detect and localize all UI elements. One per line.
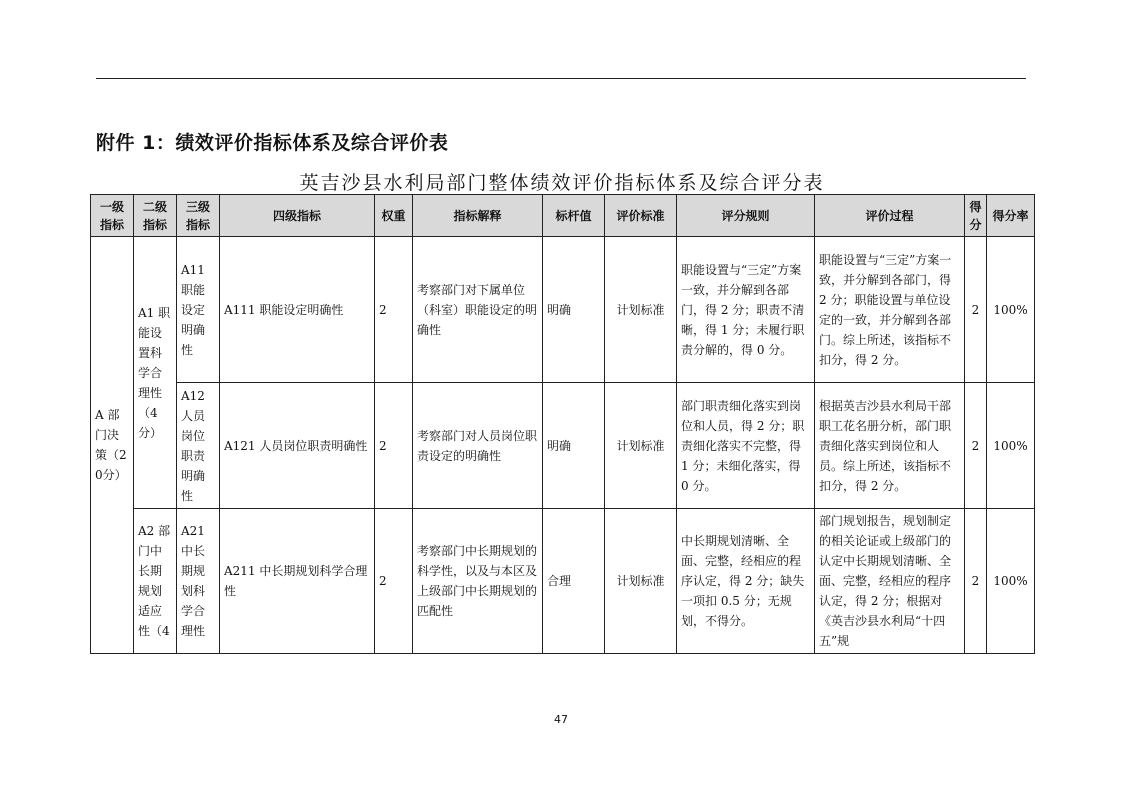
explanation-cell: 考察部门对下属单位（科室）职能设定的明确性	[413, 237, 543, 383]
col-header-rate: 得分率	[987, 195, 1035, 237]
level1-cell: A 部门决策（20分）	[91, 237, 134, 654]
rules-cell: 中长期规划清晰、全面、完整，经相应的程序认定，得 2 分；缺失一项扣 0.5 分；无规划，不得分。	[677, 509, 815, 654]
level3-cell: A12 人员岗位职责明确性	[177, 383, 220, 509]
col-header-level1: 一级指标	[91, 195, 134, 237]
level4-cell: A121 人员岗位职责明确性	[220, 383, 375, 509]
benchmark-cell: 合理	[543, 509, 605, 654]
col-header-explanation: 指标解释	[413, 195, 543, 237]
col-header-process: 评价过程	[815, 195, 965, 237]
standard-cell: 计划标准	[605, 383, 677, 509]
annex-title: 附件 1：绩效评价指标体系及综合评价表	[96, 132, 449, 154]
rate-cell: 100%	[987, 237, 1035, 383]
explanation-cell: 考察部门对人员岗位职责设定的明确性	[413, 383, 543, 509]
level2-cell: A2 部门中长期规划适应性（4	[134, 509, 177, 654]
col-header-level4: 四级指标	[220, 195, 375, 237]
page-number: 47	[554, 713, 568, 726]
level3-cell: A11 职能设定明确性	[177, 237, 220, 383]
benchmark-cell: 明确	[543, 383, 605, 509]
col-header-rules: 评分规则	[677, 195, 815, 237]
rate-cell: 100%	[987, 383, 1035, 509]
score-cell: 2	[965, 383, 987, 509]
process-cell: 根据英吉沙县水利局干部职工花名册分析，部门职责细化落实到岗位和人员。综上所述，该指标不扣分，得 2 分。	[815, 383, 965, 509]
process-cell: 职能设置与“三定”方案一致，并分解到各部门，得 2 分；职能设置与单位设定的一致，并分解到各部门。综上所述，该指标不扣分，得 2 分。	[815, 237, 965, 383]
weight-cell: 2	[375, 383, 413, 509]
level2-cell: A1 职能设置科学合理性（4分）	[134, 237, 177, 509]
rate-cell: 100%	[987, 509, 1035, 654]
rules-cell: 职能设置与“三定”方案一致，并分解到各部门，得 2 分；职责不清晰，得 1 分；未履行职责分解的，得 0 分。	[677, 237, 815, 383]
standard-cell: 计划标准	[605, 509, 677, 654]
col-header-benchmark: 标杆值	[543, 195, 605, 237]
score-cell: 2	[965, 237, 987, 383]
benchmark-cell: 明确	[543, 237, 605, 383]
standard-cell: 计划标准	[605, 237, 677, 383]
explanation-cell: 考察部门中长期规划的科学性，以及与本区及上级部门中长期规划的匹配性	[413, 509, 543, 654]
level4-cell: A111 职能设定明确性	[220, 237, 375, 383]
col-header-score: 得分	[965, 195, 987, 237]
table-row	[91, 509, 1035, 654]
rules-cell: 部门职责细化落实到岗位和人员，得 2 分；职责细化落实不完整，得 1 分；未细化落实，得 0 分。	[677, 383, 815, 509]
table-title: 英吉沙县水利局部门整体绩效评价指标体系及综合评分表	[299, 172, 825, 194]
process-cell: 部门规划报告，规划制定的相关论证或上级部门的认定中长期规划清晰、全面、完整，经相应的程序认定，得 2 分；根据对《英吉沙县水利局“十四五”规	[815, 509, 965, 654]
header-rule	[96, 78, 1026, 79]
col-header-level2: 二级指标	[134, 195, 177, 237]
weight-cell: 2	[375, 509, 413, 654]
table-row	[91, 383, 1035, 509]
col-header-level3: 三级指标	[177, 195, 220, 237]
level4-cell: A211 中长期规划科学合理性	[220, 509, 375, 654]
score-cell: 2	[965, 509, 987, 654]
level3-cell: A21 中长期规划科学合理性	[177, 509, 220, 654]
evaluation-table	[90, 194, 1035, 654]
table-row	[91, 237, 1035, 383]
col-header-weight: 权重	[375, 195, 413, 237]
table-header-row	[91, 195, 1035, 237]
weight-cell: 2	[375, 237, 413, 383]
col-header-standard: 评价标准	[605, 195, 677, 237]
